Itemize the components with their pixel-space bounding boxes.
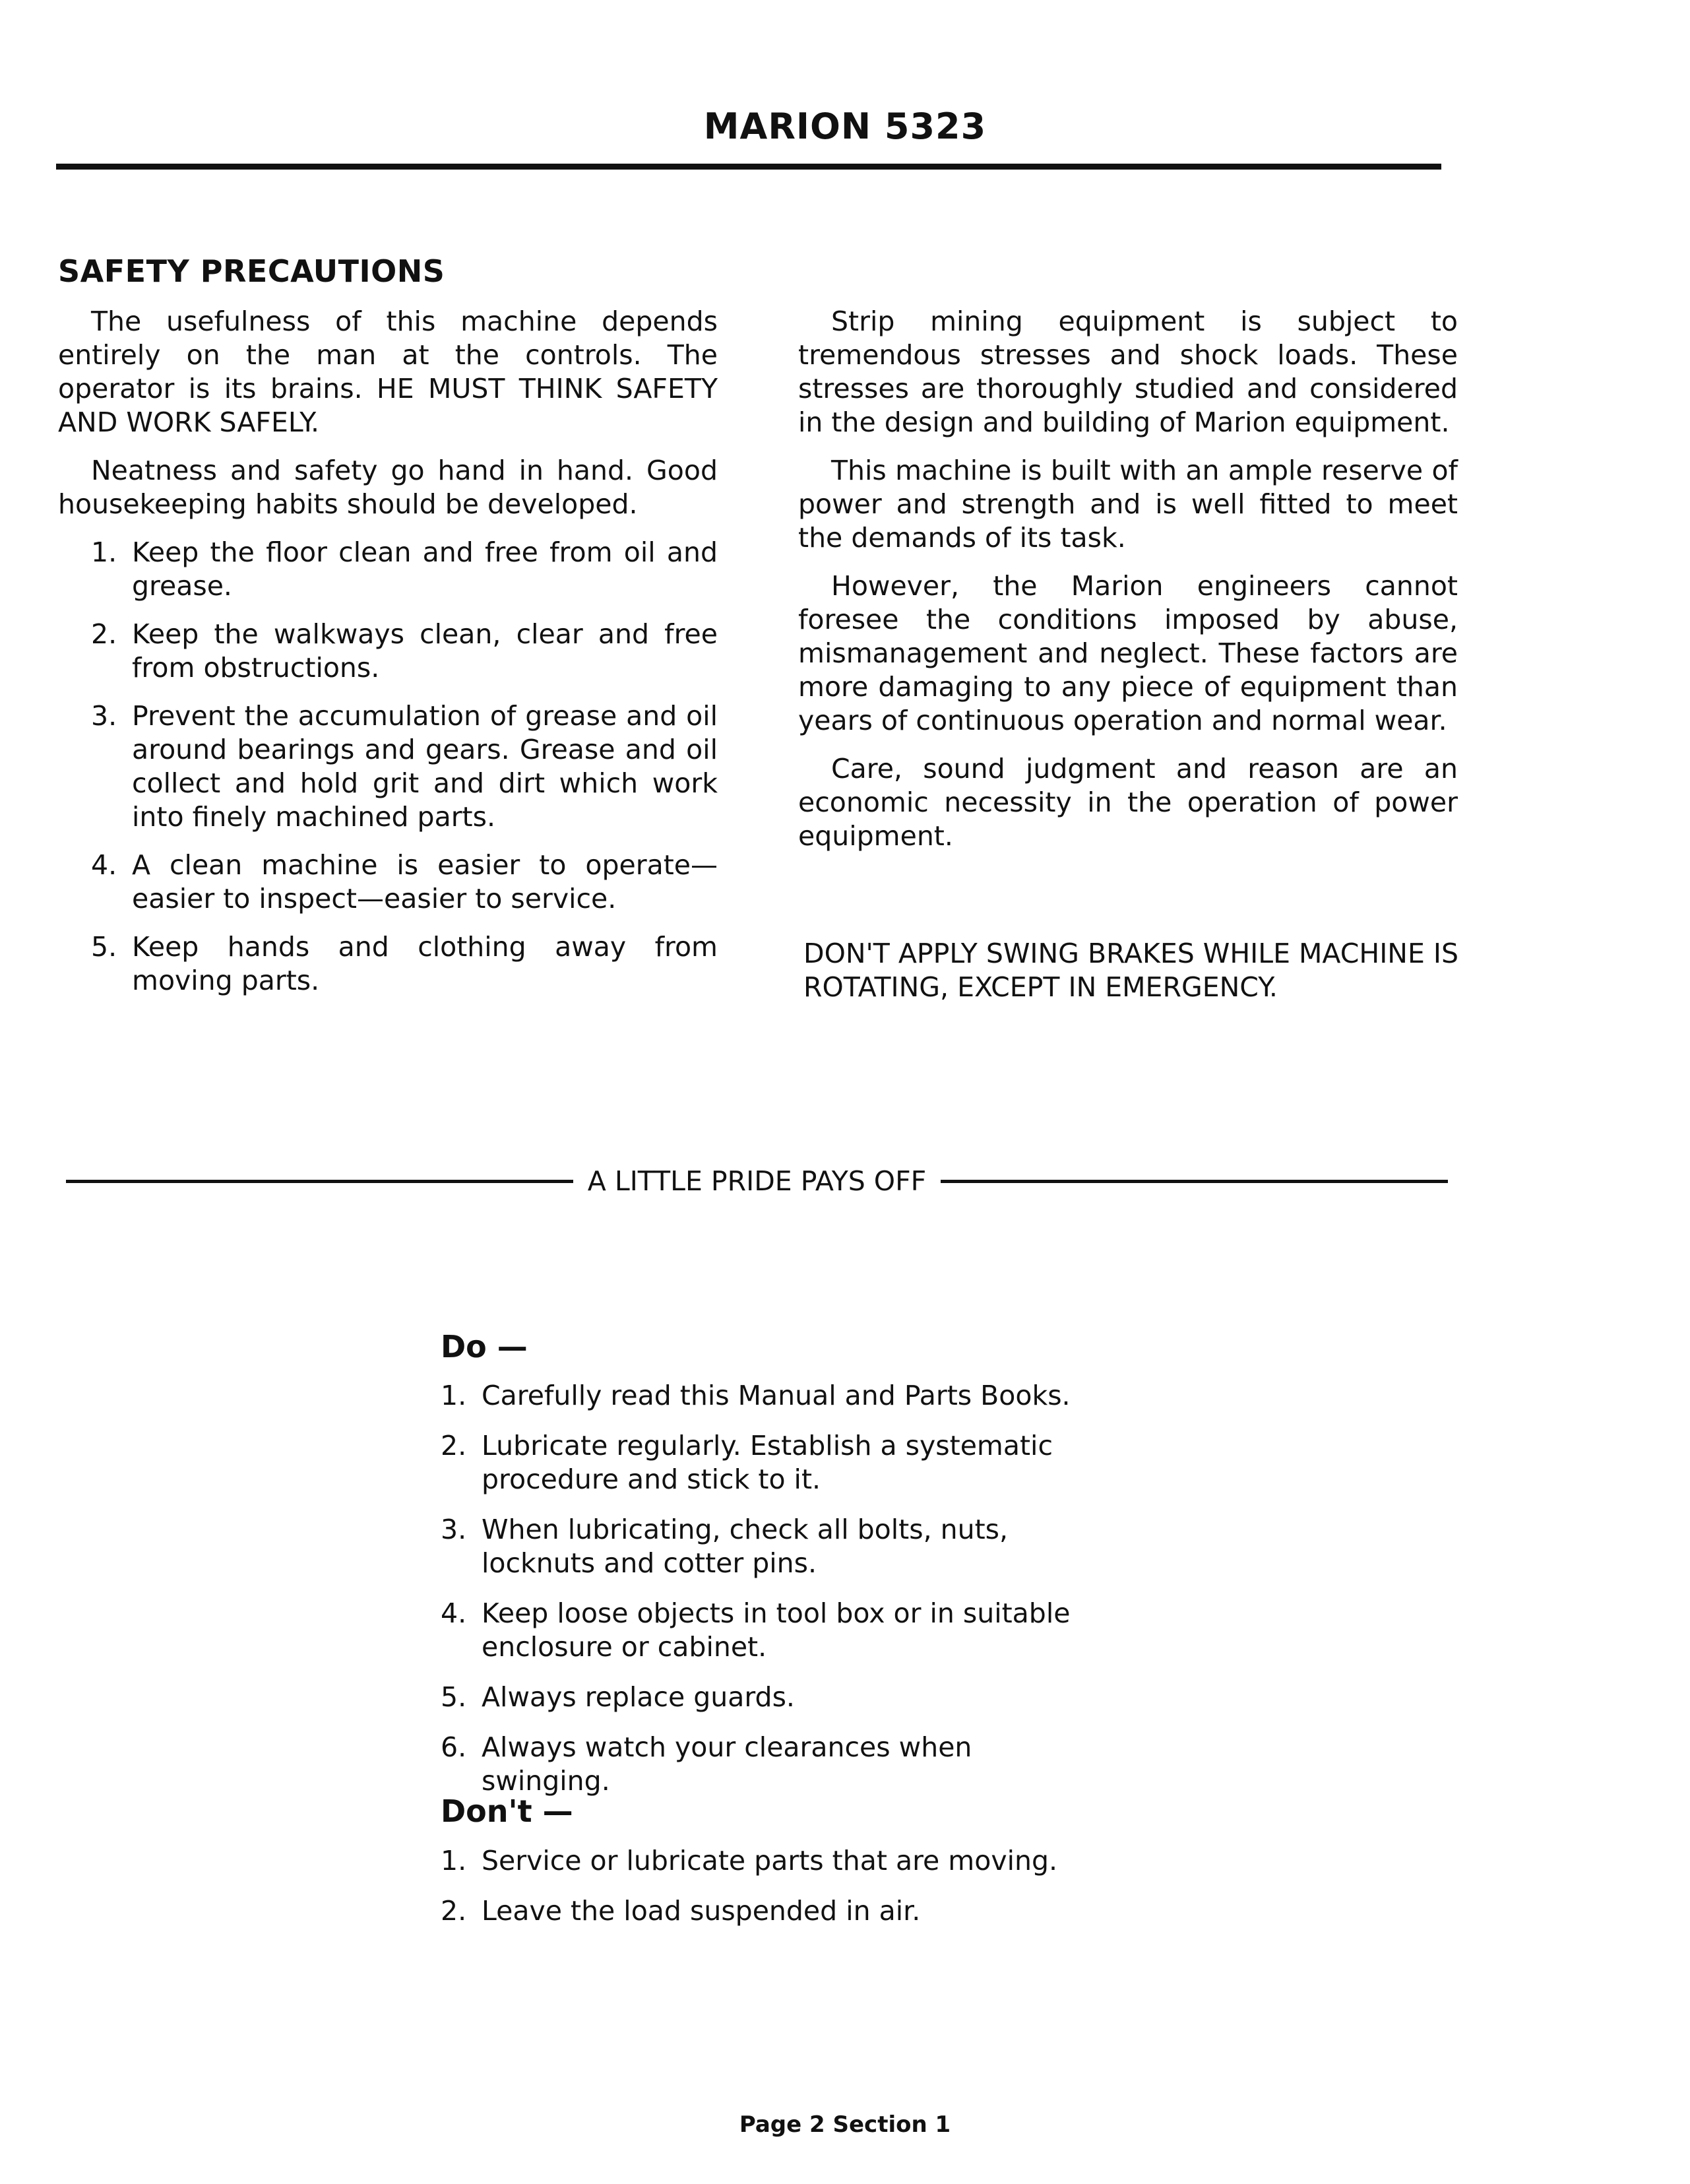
paragraph: Care, sound judgment and reason are an economic necessity in the operation of power equipment. (798, 753, 1458, 852)
item-text: When lubricating, check all bolts, nuts, locknuts and cotter pins. (482, 1514, 1009, 1579)
item-text: A clean machine is easier to operate—easier to inspect—easier to service. (132, 849, 718, 915)
list-item (441, 1597, 1107, 1664)
item-text: Always watch your clearances when swinging. (482, 1731, 972, 1797)
list-item (91, 699, 718, 834)
divider-line-left (66, 1180, 573, 1183)
divider-label: A LITTLE PRIDE PAYS OFF (587, 1165, 927, 1197)
list-item (441, 1379, 1107, 1413)
list-item (91, 930, 718, 998)
list-item (91, 618, 718, 685)
item-text: Carefully read this Manual and Parts Books. (482, 1380, 1071, 1411)
item-text: Keep the walkways clean, clear and free from obstructions. (132, 618, 718, 684)
divider-line-right (941, 1180, 1448, 1183)
item-text: Keep the floor clean and free from oil and grease. (132, 536, 718, 602)
item-number: 1. (441, 1845, 467, 1877)
item-number: 5. (441, 1681, 467, 1713)
list-item (441, 1731, 1107, 1798)
item-number: 1. (441, 1380, 467, 1411)
item-text: Prevent the accumulation of grease and oil around bearings and gears. Grease and oil collect and hold grit and dirt which work into finely machined parts. (132, 700, 718, 833)
page-footer: Page 2 Section 1 (739, 2111, 951, 2138)
item-text: Always replace guards. (482, 1681, 795, 1713)
list-item (441, 1429, 1107, 1496)
do-list (441, 1379, 1107, 1815)
paragraph: Neatness and safety go hand in hand. Good housekeeping habits should be developed. (58, 455, 718, 520)
item-number: 2. (91, 618, 117, 650)
item-text: Keep hands and clothing away from moving parts. (132, 931, 718, 996)
pride-divider (66, 1161, 1448, 1201)
left-column (58, 305, 718, 1012)
list-item (91, 849, 718, 916)
item-text: Service or lubricate parts that are moving. (482, 1845, 1058, 1877)
item-number: 4. (441, 1597, 467, 1629)
list-item (91, 536, 718, 603)
item-number: 2. (441, 1430, 467, 1461)
item-number: 3. (91, 700, 117, 732)
page-title: MARION 5323 (703, 106, 987, 147)
paragraph: Strip mining equipment is subject to tremendous stresses and shock loads. These stresses are thoroughly studied and considered in the design and building of Marion equipment. (798, 305, 1458, 438)
dont-list (441, 1844, 1107, 1944)
section-heading: SAFETY PRECAUTIONS (58, 253, 445, 289)
item-number: 1. (91, 536, 117, 568)
item-number: 4. (91, 849, 117, 881)
list-item (441, 1513, 1107, 1580)
item-number: 5. (91, 931, 117, 963)
list-item (441, 1681, 1107, 1714)
dont-heading: Don't — (441, 1793, 573, 1829)
item-text: Keep loose objects in tool box or in suitable enclosure or cabinet. (482, 1597, 1071, 1663)
safety-list (58, 536, 718, 998)
right-column (798, 305, 1458, 868)
item-number: 6. (441, 1731, 467, 1763)
do-heading: Do — (441, 1329, 528, 1365)
paragraph: The usefulness of this machine depends entirely on the man at the controls. The operator is its brains. HE MUST THINK SAFETY AND WORK SAFELY. (58, 305, 718, 438)
warning-note: DON'T APPLY SWING BRAKES WHILE MACHINE IS ROTATING, EXCEPT IN EMERGENCY. (803, 938, 1459, 1003)
item-number: 2. (441, 1895, 467, 1927)
header-rule (56, 164, 1441, 170)
item-text: Leave the load suspended in air. (482, 1895, 921, 1927)
list-item (441, 1844, 1107, 1878)
item-text: Lubricate regularly. Establish a systematic procedure and stick to it. (482, 1430, 1053, 1495)
paragraph: This machine is built with an ample reserve of power and strength and is well fitted to meet the demands of its task. (798, 455, 1458, 554)
list-item (441, 1894, 1107, 1928)
paragraph: However, the Marion engineers cannot foresee the conditions imposed by abuse, mismanagement and neglect. These factors are more damaging to any piece of equipment than years of continuous operation and normal wear. (798, 570, 1458, 736)
item-number: 3. (441, 1514, 467, 1545)
